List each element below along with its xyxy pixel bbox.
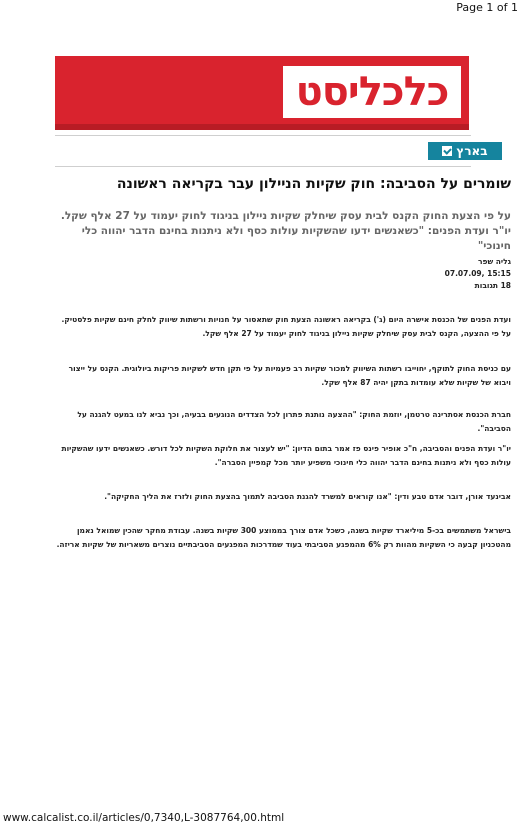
article-title: שומרים על הסביבה: חוק שקיות הניילון עבר בקריאה ראשונה <box>116 176 511 192</box>
page-number: Page 1 of 1 <box>456 1 518 14</box>
divider-tag <box>55 166 471 167</box>
article-paragraph: חברת הכנסת אסתרינה טרטמן, יוזמת החוק: "ההצעה נותנת פתרון לכל הצדדים הנוגעים בבעיה, וכך נביא לנו במעט להגנה על הסביבה". <box>77 410 511 433</box>
article-paragraph: עם כניסת החוק לתוקף, יחוייבו רשתות השיווק למכור שקיות רב פעמיות על פי תקן חדש לשקיות פריקות ביולוגית. הקנס על ייצור ויבוא של שקיות שלא עומדות בתקן יהיה 87 אלף שקל. <box>68 364 511 387</box>
article-subtitle: על פי הצעת החוק הקנס לבית עסק שיחלק שקיות ניילון בניגוד לחוק יעמוד על 27 אלף שקל. יו"ר ועדת הפנים: "כשאנשים ידעו שהשקיות עולות כסף ולא ניתנות בחינם הדבר יהווה כלי חינוכי" <box>60 210 511 252</box>
section-tag-label: בארץ <box>456 144 488 158</box>
article-comments[interactable]: 18 תגובות <box>474 281 511 290</box>
logo-text: כלכליסט <box>295 69 449 115</box>
article-paragraph: בישראל משתמשים בכ-5 מיליארד שקיות בשנה, כשכל אדם צורך בממוצע 300 שקיות בשנה. עבודת מחקר שהכין שמואל נאמן מהטכניון קבעה כי השקיות מהוות רק 6% מהמפגע הסביבתי בעוד שמדרכות המפגעים הסביבתיים נוצרים משאריות של שקיות אריזה. <box>56 526 511 549</box>
divider-top <box>55 135 471 136</box>
check-icon <box>442 146 452 156</box>
article-paragraph: יו"ר ועדת הפנים והסביבה, ח"כ אופיר פינס פז אמר בתום הדיון: "יש לעצור את חלוקת השקיות לכל דורש. כשאנשים ידעו שהשקיות עולות כסף ולא ניתנות בחינם הדבר יהווה כלי חינוכי משפיע יותר מכל קמפיין הסברה". <box>61 444 511 467</box>
article-meta <box>55 256 511 292</box>
site-logo[interactable] <box>283 66 461 118</box>
footer-url[interactable]: www.calcalist.co.il/articles/0,7340,L-3087764,00.html <box>3 812 285 824</box>
site-banner <box>55 56 469 130</box>
article-paragraph: ועדת הפנים של הכנסת אישרה היום (ג') בקריאה ראשונה הצעת חוק שתאסור על חנויות ורשתות שיווק לחלק חינם שקיות פלסטיק. על פי ההצעה, הקנס לבית עסק שיחלק שקיות ניילון בניגוד לחוק יעמוד על 27 אלף שקל. <box>61 315 511 338</box>
article-paragraph: אבינעד אורן, דובר אדם טבע ודין: "אנו קוראים למשרד להגנת הסביבה לתמוך בהצעת החוק ולזרז את הליך החקיקה". <box>104 492 511 501</box>
banner-strip <box>55 124 469 130</box>
article-date: 15:15 ,07.07.09 <box>444 269 511 278</box>
section-tag[interactable] <box>428 142 502 160</box>
article-author: גליה שפר <box>478 257 511 266</box>
